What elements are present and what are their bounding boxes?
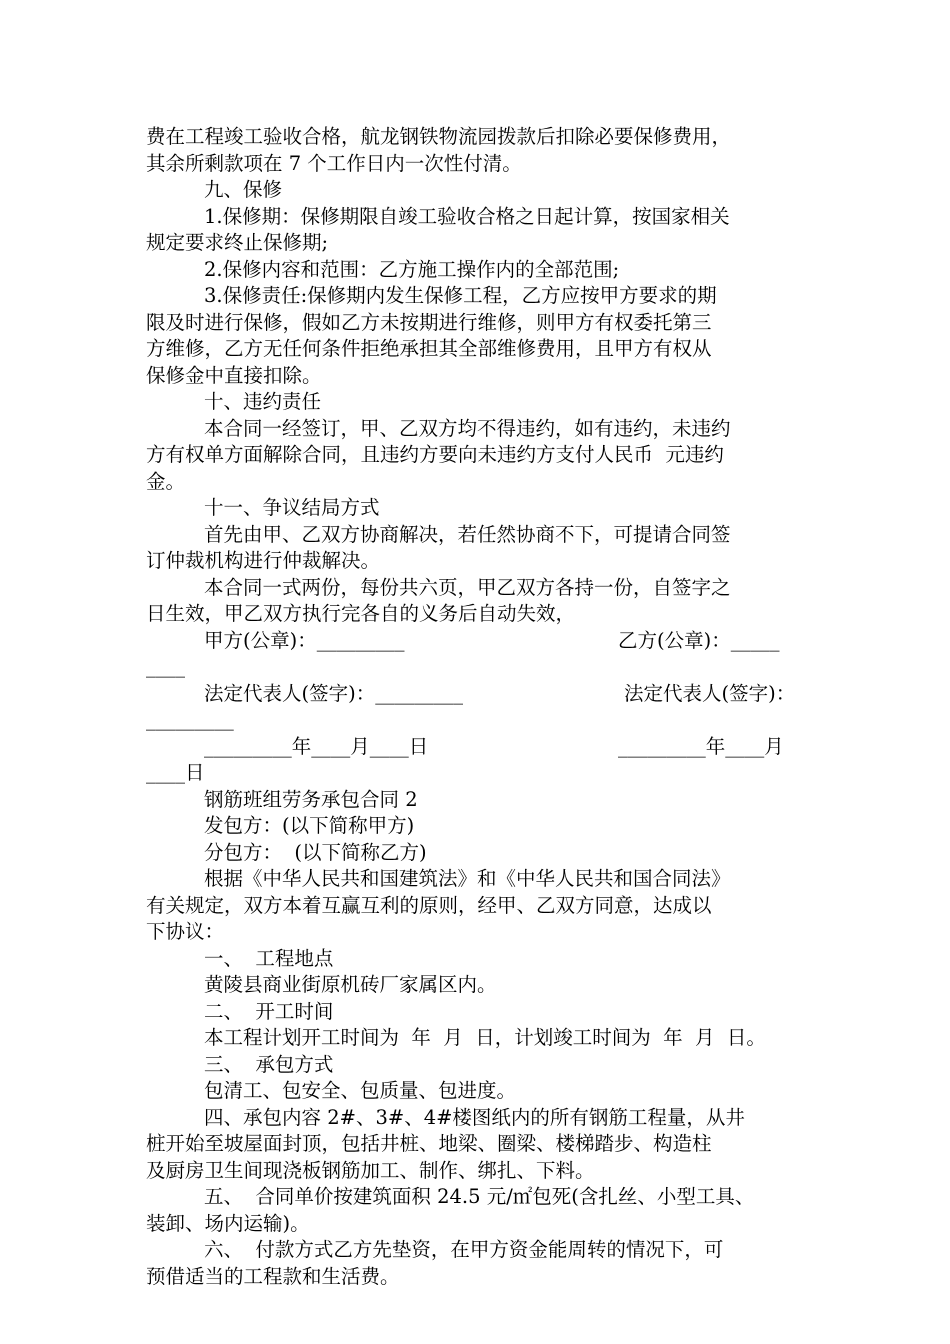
- text-line: 规定要求终止保修期;: [146, 231, 329, 254]
- text-line: 发包方：(以下简称甲方): [204, 814, 415, 837]
- text-line: 有关规定，双方本着互赢互利的原则，经甲、乙双方同意，达成以: [146, 894, 712, 917]
- text-line: 其余所剩款项在 7 个工作日内一次性付清。: [146, 152, 522, 175]
- text-line: 限及时进行保修，假如乙方未按期进行维修，则甲方有权委托第三: [146, 311, 712, 334]
- text-line: 本合同一式两份，每份共六页，甲乙双方各持一份，自签字之: [204, 576, 731, 599]
- text-line: 日生效，甲乙双方执行完各自的义务后自动失效，: [146, 602, 576, 625]
- text-line: 桩开始至坡屋面封顶，包括井桩、地梁、圈梁、楼梯踏步、构造柱: [146, 1132, 712, 1155]
- section-heading: 十一、争议结局方式: [204, 496, 380, 519]
- text-line: 方有权单方面解除合同，且违约方要向未违约方支付人民币 元违约: [146, 443, 724, 466]
- section-heading: 一、 工程地点: [204, 947, 334, 970]
- text-line: 六、 付款方式乙方先垫资，在甲方资金能周转的情况下，可: [204, 1238, 724, 1261]
- text-line: 金。: [146, 470, 186, 493]
- text-line: 本合同一经签订，甲、乙双方均不得违约，如有违约，未违约: [204, 417, 731, 440]
- contract-title: 钢筋班组劳务承包合同 2: [204, 788, 418, 811]
- text-line: 分包方： (以下简称乙方): [204, 841, 427, 864]
- text-line: 3.保修责任:保修期内发生保修工程，乙方应按甲方要求的期: [204, 284, 717, 307]
- text-line: 黄陵县商业街原机砖厂家属区内。: [204, 973, 497, 996]
- section-heading: 二、 开工时间: [204, 1000, 334, 1023]
- text-line: 首先由甲、乙双方协商解决，若任然协商不下，可提请合同签: [204, 523, 731, 546]
- text-line: 及厨房卫生间现浇板钢筋加工、制作、绑扎、下料。: [146, 1159, 595, 1182]
- party-a-representative-field: 法定代表人(签字)：_________: [204, 682, 463, 705]
- text-line: 根据《中华人民共和国建筑法》和《中华人民共和国合同法》: [204, 867, 731, 890]
- section-heading: 十、违约责任: [204, 390, 322, 413]
- party-a-seal-field: 甲方(公章)：_________: [204, 629, 405, 652]
- section-heading: 九、保修: [204, 178, 283, 201]
- text-line: 预借适当的工程款和生活费。: [146, 1265, 400, 1288]
- party-b-seal-field: 乙方(公章)：_____: [618, 629, 780, 652]
- text-line: 装卸、场内运输)。: [146, 1212, 310, 1235]
- text-line: 方维修，乙方无任何条件拒绝承担其全部维修费用，且甲方有权从: [146, 337, 712, 360]
- text-line: 包清工、包安全、包质量、包进度。: [204, 1079, 517, 1102]
- section-heading: 三、 承包方式: [204, 1053, 334, 1076]
- text-line: 下协议：: [146, 920, 225, 943]
- text-line: ____日: [146, 761, 205, 784]
- text-line: 四、承包内容 2#、3#、4#楼图纸内的所有钢筋工程量，从井: [204, 1106, 745, 1129]
- party-b-date-field: _________年____月: [618, 735, 784, 758]
- text-line: _________: [146, 708, 234, 731]
- text-line: 本工程计划开工时间为 年 月 日，计划竣工时间为 年 月 日。: [204, 1026, 766, 1049]
- party-b-representative-field: 法定代表人(签字)：: [624, 682, 796, 705]
- party-a-date-field: _________年____月____日: [204, 735, 429, 758]
- text-line: 保修金中直接扣除。: [146, 364, 322, 387]
- text-line: 费在工程竣工验收合格，航龙钢铁物流园拨款后扣除必要保修费用，: [146, 125, 732, 148]
- text-line: 2.保修内容和范围：乙方施工操作内的全部范围;: [204, 258, 620, 281]
- text-line: ____: [146, 655, 185, 678]
- text-line: 1.保修期：保修期限自竣工验收合格之日起计算，按国家相关: [204, 205, 730, 228]
- text-line: 订仲裁机构进行仲裁解决。: [146, 549, 381, 572]
- text-line: 五、 合同单价按建筑面积 24.5 元/㎡包死(含扎丝、小型工具、: [204, 1185, 755, 1208]
